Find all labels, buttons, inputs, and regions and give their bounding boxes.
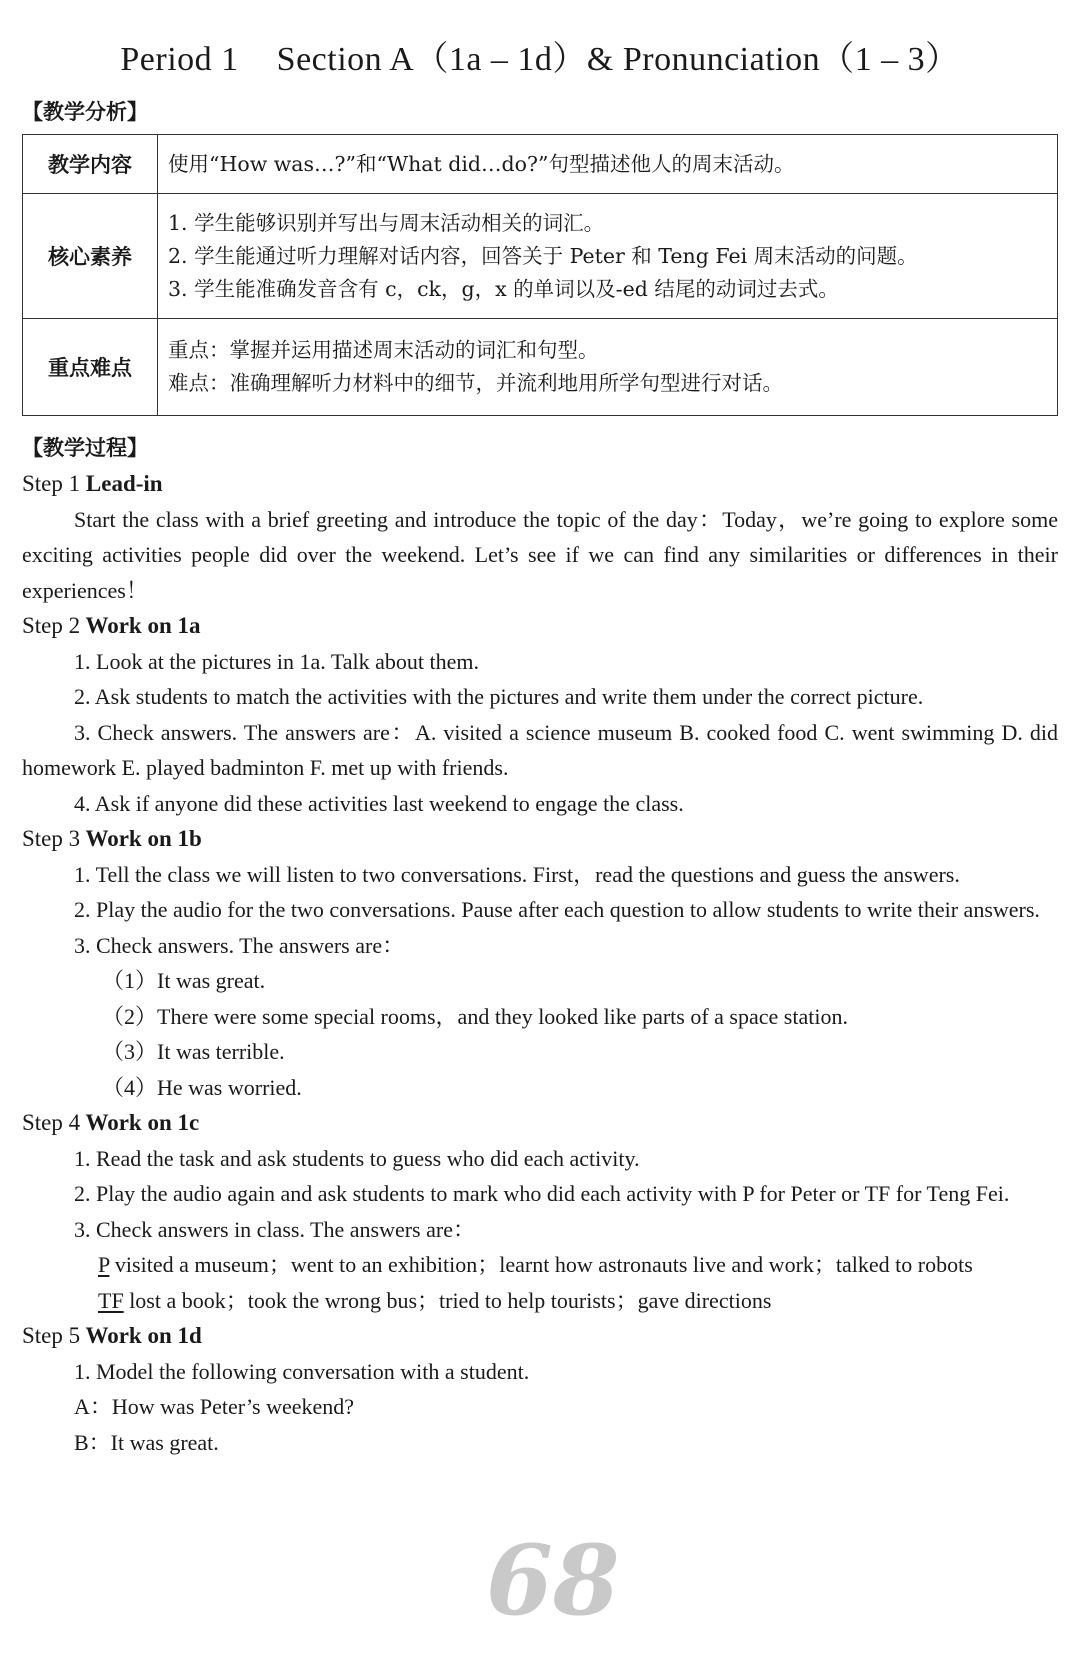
answer-mark-line: P visited a museum；went to an exhibition；learnt how astronauts live and work；talked to robots xyxy=(98,1252,973,1277)
paragraph: 2. Ask students to match the activities with the pictures and write them under the correct picture. xyxy=(74,684,924,709)
step-heading: Step 5 Work on 1d xyxy=(22,1323,202,1348)
period-label: Period 1 xyxy=(120,41,239,78)
answer-line: （3）It was terrible. xyxy=(102,1039,285,1064)
dialogue-line: B：It was great. xyxy=(74,1429,219,1455)
table-row xyxy=(23,319,1058,416)
step-heading: Step 4 Work on 1c xyxy=(22,1110,200,1135)
analysis-heading: 【教学分析】 xyxy=(22,100,148,124)
paragraph: 1. Model the following conversation with a student. xyxy=(74,1358,530,1384)
paragraph: 2. Play the audio for the two conversations. Pause after each question to allow students to write their answers. xyxy=(74,897,1040,922)
step-heading: Step 2 Work on 1a xyxy=(22,613,201,638)
paragraph: 1. Read the task and ask students to guess who did each activity. xyxy=(74,1145,640,1171)
row-content xyxy=(158,194,1058,319)
answer-line: （1）It was great. xyxy=(102,968,266,993)
paragraph: 3. Check answers. The answers are： xyxy=(74,932,405,958)
table-row xyxy=(23,135,1058,194)
page-title xyxy=(22,36,1058,84)
row-content xyxy=(158,135,1058,194)
row-line: 重点：掌握并运用描述周末活动的词汇和句型。 xyxy=(168,338,599,362)
process-heading: 【教学过程】 xyxy=(22,436,148,460)
row-content xyxy=(158,319,1058,416)
row-label: 重点难点 xyxy=(23,319,158,416)
paragraph: 2. Play the audio again and ask students to mark who did each activity with P for Peter or TF for Teng Fei. xyxy=(74,1181,1010,1206)
answer-line: （4）He was worried. xyxy=(102,1074,302,1100)
step-heading: Step 1 Lead-in xyxy=(22,471,163,496)
paragraph: 3. Check answers in class. The answers are： xyxy=(74,1216,475,1242)
step-heading: Step 3 Work on 1b xyxy=(22,826,202,851)
row-line: 3. 学生能准确发音含有 c，ck，g，x 的单词以及-ed 结尾的动词过去式。 xyxy=(168,276,839,301)
answer-line: （2）There were some special rooms，and they looked like parts of a space station. xyxy=(102,1003,848,1029)
row-label: 教学内容 xyxy=(23,135,158,194)
row-line: 使用“How was…?”和“What did…do?”句型描述他人的周末活动。 xyxy=(168,151,795,176)
row-line: 难点：准确理解听力材料中的细节，并流利地用所学句型进行对话。 xyxy=(168,371,783,395)
dialogue-line: A：How was Peter’s weekend? xyxy=(74,1394,355,1419)
row-line: 1. 学生能够识别并写出与周末活动相关的词汇。 xyxy=(168,210,605,235)
document-page xyxy=(22,0,1058,1460)
process-body xyxy=(22,466,1058,1460)
paragraph: 3. Check answers. The answers are：A. visited a science museum B. cooked food C. went swimming D. did homework E. played badminton F. met up with friends. xyxy=(22,719,1058,780)
paragraph: 1. Look at the pictures in 1a. Talk about them. xyxy=(74,648,479,674)
analysis-table xyxy=(22,134,1058,416)
section-label: Section A（1a – 1d）& Pronunciation（1 – 3） xyxy=(276,41,960,78)
answer-tag: TF xyxy=(98,1287,124,1313)
paragraph: 4. Ask if anyone did these activities last weekend to engage the class. xyxy=(74,790,684,816)
row-line: 2. 学生能通过听力理解对话内容，回答关于 Peter 和 Teng Fei 周末活动的问题。 xyxy=(168,243,918,268)
paragraph: 1. Tell the class we will listen to two conversations. First，read the questions and guess the answers. xyxy=(74,861,960,887)
answer-mark-line: TF lost a book；took the wrong bus；tried to help tourists；gave directions xyxy=(98,1287,772,1313)
paragraph: Start the class with a brief greeting and introduce the topic of the day：Today，we’re going to explore some exciting activities people did over the weekend. Let’s see if we can find any similarities or differences in their experiences！ xyxy=(22,506,1058,603)
table-row xyxy=(23,194,1058,319)
page-number: 68 xyxy=(486,1524,620,1637)
answer-tag: P xyxy=(98,1252,110,1277)
row-label: 核心素养 xyxy=(23,194,158,319)
